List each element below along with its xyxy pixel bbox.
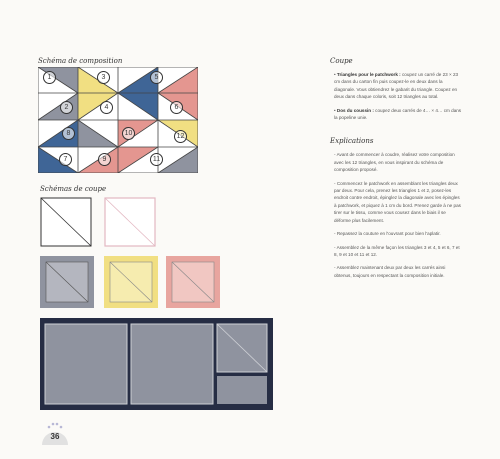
cut-scheme-red: [166, 256, 220, 308]
step-text: Commencez le patchwork en assemblant les triangles deux par deux. Pour cela, prenez les triangles 1 et 2, posez-les endroit contre endroit, épinglez la diagonale avec les épingles à patchwork, et piquez à 1 cm du bord. Prenez garde à ne pas tirer sur le tissu, comme vous cousez dans le biais il se déforme plus facilement.: [334, 180, 461, 223]
cut-item-back: • Dos du coussin : coupez deux carrés de 4… × 4… cm dans la popeline unie.: [334, 107, 462, 121]
tile-number: 8: [62, 127, 75, 140]
step-text: Repassez la couture en l'ouvrant pour bien l'aplatir.: [336, 231, 441, 237]
step-text: Assemblez maintenant deux par deux les carrés ainsi obtenus, toujours en respectant la composition initiale.: [334, 265, 446, 278]
page-number: 36: [50, 432, 60, 441]
cut-item-label: Triangles pour le patchwork :: [336, 72, 401, 77]
tile-number: 9: [98, 153, 111, 166]
cut-item-triangles: • Triangles pour le patchwork : coupez un carré de 23 × 23 cm dans du carton fin puis coupez-le en deux dans la diagonale. Vous obtiendrez le gabarit du triangle. Coupez en deux dans chaque coloris, soit 12 triangles au total.: [334, 72, 459, 100]
step-text: Assemblez de la même façon les triangles 3 et 4, 5 et 6, 7 et 8, 9 et 10 et 11 et 12.: [334, 244, 460, 257]
tile-number: 3: [97, 71, 110, 84]
tile-number: 10: [122, 127, 135, 140]
cut-item-label: Dos du coussin :: [336, 107, 374, 113]
step-item: - Repassez la couture en l'ouvrant pour bien l'aplatir.: [334, 231, 441, 237]
step-item: - Commencez le patchwork en assemblant les triangles deux par deux. Pour cela, prenez les triangles 1 et 2, posez-les endroit contre endroit, épinglez la diagonale avec les épingles à patchwork, et piquez à 1 cm du bord. Prenez garde à ne pas tirer sur le tissu, comme vous cousez dans le biais il se déforme plus facilement.: [334, 180, 461, 223]
cut-item-text: coupez un carré de 23 × 23 cm dans du carton fin puis coupez-le en deux dans la diagonale. Vous obtiendrez le gabarit du triangle. Coupez en deux dans chaque coloris, soit 12 triangles au total.: [334, 72, 459, 100]
tile-number: 1: [43, 71, 56, 84]
composition-title: Schéma de composition: [38, 57, 123, 65]
step-item: - Assemblez de la même façon les triangles 3 et 4, 5 et 6, 7 et 8, 9 et 10 et 11 et 12.: [334, 244, 460, 257]
tile-number: 12: [174, 130, 187, 143]
step-item: - Assemblez maintenant deux par deux les carrés ainsi obtenus, toujours en respectant la composition initiale.: [334, 265, 446, 278]
cut-scheme-outline-2: [104, 197, 156, 247]
cut-scheme-yellow: [104, 256, 158, 308]
tile-number: 6: [170, 101, 183, 114]
cut-item-text: coupez deux carrés de 4… × 4… cm dans la popeline unie.: [334, 107, 462, 121]
step-text: Avant de commencer à coudre, réalisez votre composition avec les 12 triangles, en vous inspirant du schéma de composition proposé.: [334, 152, 455, 173]
cut-scheme-outline-1: [40, 197, 92, 247]
section-title-explications: Explications: [330, 137, 374, 146]
right-column: [330, 57, 462, 285]
step-item: - Avant de commencer à coudre, réalisez votre composition avec les 12 triangles, en vous inspirant du schéma de composition proposé.: [334, 152, 455, 173]
tile-number: 5: [150, 71, 163, 84]
cut-schemes-title: Schémas de coupe: [40, 185, 107, 193]
section-title-coupe: Coupe: [330, 57, 353, 65]
cut-scheme-grey: [40, 256, 94, 308]
tile-number: 7: [59, 153, 72, 166]
cut-scheme-navy-backing: [40, 318, 273, 410]
tile-number: 11: [150, 153, 163, 166]
tile-number: 2: [60, 101, 73, 114]
tile-number: 4: [100, 101, 113, 114]
